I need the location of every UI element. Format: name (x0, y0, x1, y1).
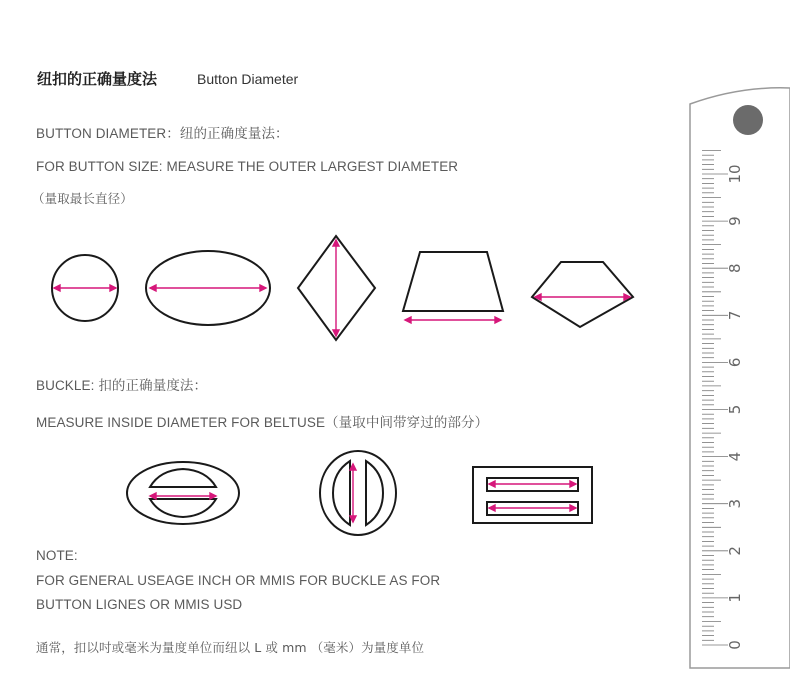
buckle-measure-lines (150, 464, 576, 522)
ruler-number: 1 (726, 593, 744, 603)
ruler-number: 9 (726, 216, 744, 226)
round-buckle-outer (320, 451, 396, 535)
ruler-number: 5 (726, 404, 744, 415)
ruler-number: 8 (726, 263, 744, 273)
oval-buckle-outer (127, 462, 239, 524)
round-buckle-slot-right (366, 461, 383, 525)
button-diameter-heading: BUTTON DIAMETER：纽的正确度量法： (36, 126, 289, 141)
button-size-instruction: FOR BUTTON SIZE: MEASURE THE OUTER LARGEST DIAMETER (36, 159, 459, 174)
trapezoid-button-shape (403, 252, 503, 311)
ruler-number: 2 (726, 546, 744, 556)
note-line-1: FOR GENERAL USEAGE INCH OR MMIS FOR BUCKLE AS FOR (36, 573, 441, 588)
buckle-shapes (127, 451, 592, 535)
ruler-number: 0 (726, 640, 744, 650)
ruler-number: 4 (726, 451, 744, 462)
buckle-heading: BUCKLE: 扣的正确量度法： (36, 378, 208, 393)
oval-buckle-slot-bottom (150, 499, 216, 517)
pentagon-button-shape (532, 262, 633, 327)
ruler-number: 6 (726, 357, 744, 368)
ruler-number: 7 (726, 310, 744, 321)
page-title: 纽扣的正确量度法 (37, 70, 158, 88)
oval-buckle-slot-top (150, 469, 216, 487)
round-buckle-slot-left (333, 461, 350, 525)
ruler (690, 88, 790, 668)
note-line-cn: 通常，扣以吋或毫米为量度单位而纽以 L 或 mm （毫米）为量度单位 (36, 640, 425, 655)
page-subtitle: Button Diameter (197, 71, 299, 87)
ruler-number: 3 (726, 498, 744, 509)
button-size-note-cn: （量取最长直径） (32, 191, 133, 206)
note-line-2: BUTTON LIGNES OR MMIS USD (36, 597, 243, 612)
button-shapes (52, 236, 633, 340)
note-label: NOTE: (36, 548, 78, 563)
ruler-hole (733, 105, 763, 135)
button-measure-lines (54, 240, 630, 336)
buckle-instruction: MEASURE INSIDE DIAMETER FOR BELTUSE（量取中间带穿过的部分） (36, 415, 489, 430)
ruler-number: 10 (726, 164, 744, 184)
